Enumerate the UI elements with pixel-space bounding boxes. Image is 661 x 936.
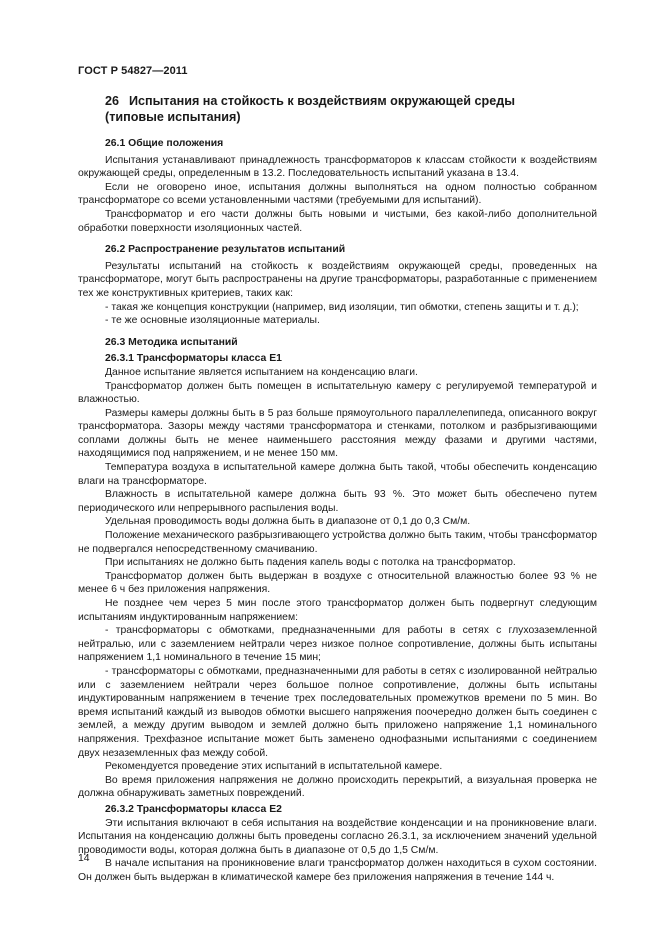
page-number: 14 [78, 853, 90, 864]
paragraph: Температура воздуха в испытательной камере должна быть такой, чтобы обеспечить конденсацию влаги на трансформаторе. [78, 462, 597, 487]
document-header-code: ГОСТ Р 54827—2011 [78, 65, 188, 77]
paragraph: Трансформатор и его части должны быть новыми и чистыми, без какой-либо дополнительной обработки поверхности изоляционных частей. [78, 208, 597, 234]
paragraph: Не позднее чем через 5 мин после этого трансформатор должен быть подвергнут следующим испытаниям индуктированным напряжением: [78, 598, 597, 623]
subsection-heading-26-1: 26.1 Общие положения [105, 138, 224, 149]
section-title-line-1 [105, 93, 597, 109]
paragraph: Размеры камеры должны быть в 5 раз больше прямоугольного параллелепипеда, описанного вокруг трансформатора. Зазоры между частями трансформатора и стенками, потолком и разбрызгивающими соплами должны быть не менее наименьшего расстояния между фазами и другими частями, находящимися под напряжением, и не менее 150 мм. [78, 407, 597, 460]
paragraph: Во время приложения напряжения не должно происходить перекрытий, а визуальная проверка не должна обнаруживать заметных повреждений. [78, 774, 597, 800]
dash-list-item: - трансформаторы с обмотками, предназначенными для работы в сетях с изолированной нейтралью или с заземлением нейтрали через большое полное сопротивление, должны быть испытаны индуктированным напряжением в течение трех последовательных промежутков времени по 5 мин. Во время испытаний каждый из выводов обмотки высшего напряжения поочередно должен быть соединен с землей, а между другим выводом и землей должно быть приложено напряжение 1,1 номинального напряжения. Трехфазное испытание может быть заменено однофазными испытаниями с соединением двух незаземленных фаз между собой. [78, 665, 597, 759]
paragraph: Трансформатор должен быть помещен в испытательную камеру с регулируемой температурой и влажностью. [78, 380, 597, 406]
dash-list-item: - такая же концепция конструкции (например, вид изоляции, тип обмотки, степень защиты и т. д.); [105, 301, 579, 313]
subsection-heading-26-3: 26.3 Методика испытаний [105, 336, 238, 348]
section-title [105, 93, 597, 125]
paragraph: Если не оговорено иное, испытания должны выполняться на одном полностью собранном трансформаторе со всеми установленными частями (требуемыми для испытаний). [78, 181, 597, 207]
subsection-heading-26-3-1: 26.3.1 Трансформаторы класса Е1 [105, 353, 282, 365]
subsection-heading-26-2: 26.2 Распространение результатов испытаний [105, 244, 346, 256]
paragraph: Эти испытания включают в себя испытания на воздействие конденсации и на проникновение влаги. Испытания на конденсацию должны быть проведены согласно 26.3.1, за исключением значений удельной проводимости воды, которая должна быть в диапазоне от 0,5 до 1,5 См/м. [78, 817, 597, 856]
paragraph: Испытания устанавливают принадлежность трансформаторов к классам стойкости к воздействиям окружающей среды, определенным в 13.2. Последовательность испытаний указана в 13.4. [78, 154, 597, 180]
dash-list-item: - трансформаторы с обмотками, предназначенными для работы в сетях с глухозаземленной нейтралью, или с заземлением нейтрали через низкое полное сопротивление, должны быть испытаны напряжением 1,1 номинального в течение 15 мин; [78, 625, 597, 664]
section-number: 26 [105, 94, 120, 108]
paragraph: Влажность в испытательной камере должна быть 93 %. Это может быть обеспечено путем периодического или непрерывного распыления воды. [78, 489, 597, 514]
section-title-line-2: (типовые испытания) [105, 110, 241, 124]
paragraph: Данное испытание является испытанием на конденсацию влаги. [105, 366, 418, 378]
paragraph: При испытаниях не должно быть падения капель воды с потолка на трансформатор. [105, 557, 516, 569]
document-body [78, 93, 597, 884]
paragraph: В начале испытания на проникновение влаги трансформатор должен находиться в сухом состоянии. Он должен быть выдержан в климатической камере без приложения напряжения в течение 144 ч. [78, 858, 597, 883]
dash-list-item: - те же основные изоляционные материалы. [105, 315, 320, 327]
paragraph: Рекомендуется проведение этих испытаний в испытательной камере. [105, 761, 443, 773]
paragraph: Результаты испытаний на стойкость к воздействиям окружающей среды, проведенных на трансформаторе, могут быть распространены на другие трансформаторы, разработанные с применением тех же конструктивных критериев, таких как: [78, 260, 597, 299]
paragraph: Положение механического разбрызгивающего устройства должно быть таким, чтобы трансформатор не подвергался непосредственному смачиванию. [78, 530, 597, 555]
section-title-text: Испытания на стойкость к воздействиям окружающей среды [129, 94, 515, 108]
paragraph: Удельная проводимость воды должна быть в диапазоне от 0,1 до 0,3 См/м. [105, 516, 471, 528]
subsection-heading-26-3-2: 26.3.2 Трансформаторы класса Е2 [105, 803, 282, 815]
paragraph: Трансформатор должен быть выдержан в воздухе с относительной влажностью более 93 % не менее 6 ч без приложения напряжения. [78, 570, 597, 596]
